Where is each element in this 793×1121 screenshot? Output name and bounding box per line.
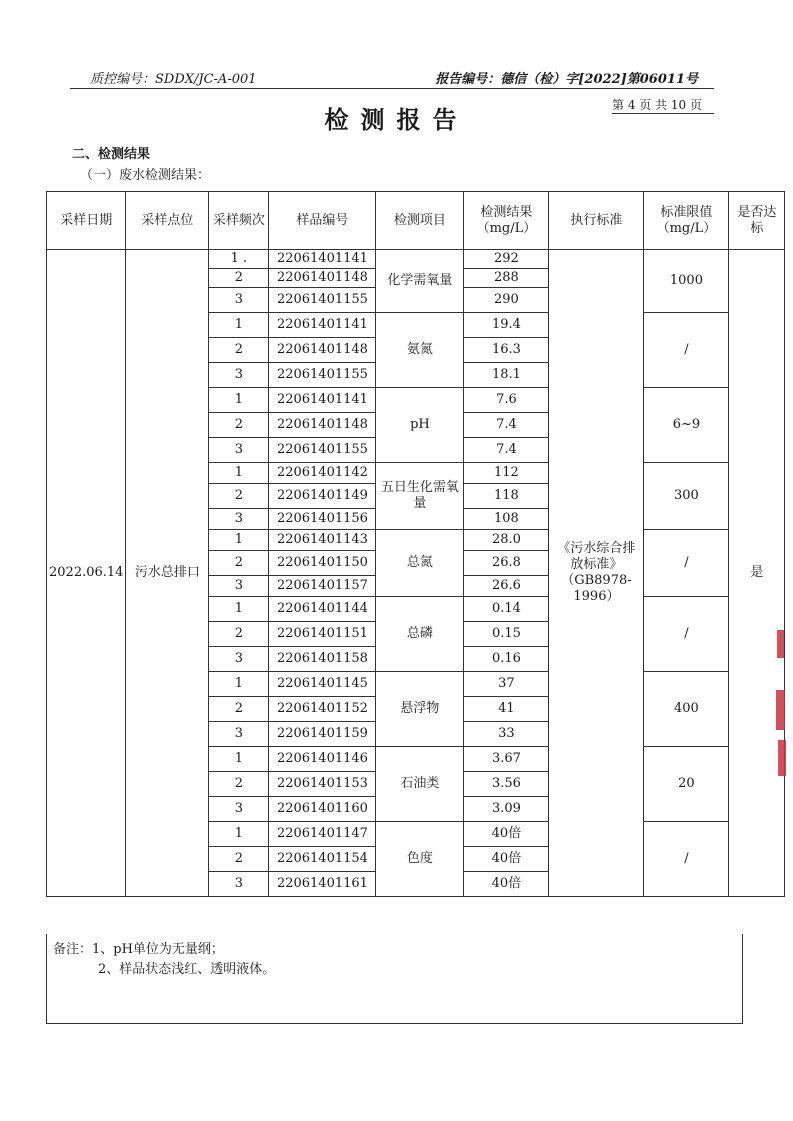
result-cell: 33 bbox=[464, 722, 549, 747]
frequency-cell: 2 bbox=[209, 338, 269, 363]
result-cell: 290 bbox=[464, 288, 549, 313]
frequency-cell: 3 bbox=[209, 438, 269, 463]
sample-id-cell: 22061401147 bbox=[269, 822, 376, 847]
sample-id-cell: 22061401148 bbox=[269, 269, 376, 288]
frequency-cell: 2 bbox=[209, 772, 269, 797]
sample-id-cell: 22061401141 bbox=[269, 388, 376, 413]
frequency-cell: 1 bbox=[209, 597, 269, 622]
sample-date-cell: 2022.06.14 bbox=[47, 250, 126, 897]
item-cell: 悬浮物 bbox=[376, 672, 464, 747]
frequency-cell: 3 bbox=[209, 576, 269, 597]
sample-id-cell: 22061401148 bbox=[269, 338, 376, 363]
result-cell: 18.1 bbox=[464, 363, 549, 388]
result-cell: 40倍 bbox=[464, 822, 549, 847]
sample-id-cell: 22061401150 bbox=[269, 551, 376, 576]
sample-id-cell: 22061401152 bbox=[269, 697, 376, 722]
sample-id-cell: 22061401143 bbox=[269, 530, 376, 551]
frequency-cell: 3 bbox=[209, 722, 269, 747]
note-line-1: 备注：1、pH单位为无量纲； bbox=[53, 942, 224, 957]
sample-id-cell: 22061401151 bbox=[269, 622, 376, 647]
frequency-cell: 2 bbox=[209, 269, 269, 288]
result-cell: 19.4 bbox=[464, 313, 549, 338]
result-cell: 118 bbox=[464, 484, 549, 509]
frequency-cell: 3 bbox=[209, 872, 269, 897]
item-cell: 石油类 bbox=[376, 747, 464, 822]
frequency-cell: 1 bbox=[209, 530, 269, 551]
note-line-2: 2、样品状态浅红、透明液体。 bbox=[98, 962, 276, 977]
result-cell: 0.16 bbox=[464, 647, 549, 672]
result-cell: 7.4 bbox=[464, 438, 549, 463]
frequency-cell: 2 bbox=[209, 484, 269, 509]
limit-cell: / bbox=[644, 822, 729, 897]
frequency-cell: 3 bbox=[209, 647, 269, 672]
frequency-cell: 1 . bbox=[209, 250, 269, 269]
section-title: 二、检测结果 bbox=[72, 147, 151, 162]
item-cell: 色度 bbox=[376, 822, 464, 897]
header-limit: 标准限值（mg/L） bbox=[644, 192, 729, 250]
result-cell: 0.15 bbox=[464, 622, 549, 647]
table-header-row bbox=[47, 192, 785, 250]
header-location: 采样点位 bbox=[126, 192, 209, 250]
location-cell: 污水总排口 bbox=[126, 250, 209, 897]
page-title: 检测报告 bbox=[324, 105, 469, 134]
page-number: 第 4 页 共 10 页 bbox=[612, 98, 702, 112]
header-frequency: 采样频次 bbox=[209, 192, 269, 250]
result-cell: 26.8 bbox=[464, 551, 549, 576]
header-standard: 执行标准 bbox=[549, 192, 644, 250]
limit-cell: 300 bbox=[644, 463, 729, 530]
sample-id-cell: 22061401155 bbox=[269, 438, 376, 463]
limit-cell: 6~9 bbox=[644, 388, 729, 463]
item-cell: 化学需氧量 bbox=[376, 250, 464, 313]
sample-id-cell: 22061401148 bbox=[269, 413, 376, 438]
result-cell: 28.0 bbox=[464, 530, 549, 551]
result-cell: 3.09 bbox=[464, 797, 549, 822]
result-cell: 26.6 bbox=[464, 576, 549, 597]
sample-id-cell: 22061401142 bbox=[269, 463, 376, 484]
sample-id-cell: 22061401153 bbox=[269, 772, 376, 797]
sample-id-cell: 22061401155 bbox=[269, 363, 376, 388]
result-cell: 3.56 bbox=[464, 772, 549, 797]
sample-id-cell: 22061401154 bbox=[269, 847, 376, 872]
frequency-cell: 1 bbox=[209, 822, 269, 847]
sample-id-cell: 22061401149 bbox=[269, 484, 376, 509]
header-compliant: 是否达标 bbox=[729, 192, 785, 250]
limit-cell: / bbox=[644, 313, 729, 388]
result-cell: 16.3 bbox=[464, 338, 549, 363]
sample-id-cell: 22061401157 bbox=[269, 576, 376, 597]
frequency-cell: 2 bbox=[209, 697, 269, 722]
result-cell: 0.14 bbox=[464, 597, 549, 622]
frequency-cell: 2 bbox=[209, 622, 269, 647]
sample-id-cell: 22061401155 bbox=[269, 288, 376, 313]
table-row bbox=[47, 250, 785, 269]
sample-id-cell: 22061401160 bbox=[269, 797, 376, 822]
limit-cell: / bbox=[644, 530, 729, 597]
sample-id-cell: 22061401159 bbox=[269, 722, 376, 747]
sample-id-cell: 22061401145 bbox=[269, 672, 376, 697]
frequency-cell: 2 bbox=[209, 847, 269, 872]
header-result: 检测结果（mg/L） bbox=[464, 192, 549, 250]
frequency-cell: 3 bbox=[209, 509, 269, 530]
item-cell: 五日生化需氧量 bbox=[376, 463, 464, 530]
results-table bbox=[46, 191, 785, 897]
result-cell: 37 bbox=[464, 672, 549, 697]
item-cell: 总磷 bbox=[376, 597, 464, 672]
result-cell: 112 bbox=[464, 463, 549, 484]
sample-id-cell: 22061401144 bbox=[269, 597, 376, 622]
standard-cell: 《污水综合排放标准》（GB8978-1996） bbox=[549, 250, 644, 897]
sample-id-cell: 22061401156 bbox=[269, 509, 376, 530]
sample-id-cell: 22061401146 bbox=[269, 747, 376, 772]
header-sample-id: 样品编号 bbox=[269, 192, 376, 250]
item-cell: 总氮 bbox=[376, 530, 464, 597]
subsection-title: （一）废水检测结果： bbox=[80, 168, 211, 183]
red-seal-stamp-edge bbox=[774, 628, 790, 778]
frequency-cell: 1 bbox=[209, 388, 269, 413]
frequency-cell: 1 bbox=[209, 747, 269, 772]
frequency-cell: 1 bbox=[209, 313, 269, 338]
sample-id-cell: 22061401161 bbox=[269, 872, 376, 897]
frequency-cell: 3 bbox=[209, 797, 269, 822]
frequency-cell: 2 bbox=[209, 413, 269, 438]
result-cell: 40倍 bbox=[464, 872, 549, 897]
sample-id-cell: 22061401141 bbox=[269, 250, 376, 269]
frequency-cell: 3 bbox=[209, 288, 269, 313]
result-cell: 288 bbox=[464, 269, 549, 288]
result-cell: 108 bbox=[464, 509, 549, 530]
sample-id-cell: 22061401158 bbox=[269, 647, 376, 672]
result-cell: 40倍 bbox=[464, 847, 549, 872]
result-cell: 292 bbox=[464, 250, 549, 269]
compliant-cell: 是 bbox=[729, 250, 785, 897]
limit-cell: 20 bbox=[644, 747, 729, 822]
item-cell: pH bbox=[376, 388, 464, 463]
result-cell: 7.4 bbox=[464, 413, 549, 438]
limit-cell: / bbox=[644, 597, 729, 672]
limit-cell: 400 bbox=[644, 672, 729, 747]
frequency-cell: 1 bbox=[209, 672, 269, 697]
header-divider bbox=[70, 88, 714, 89]
item-cell: 氨氮 bbox=[376, 313, 464, 388]
header-item: 检测项目 bbox=[376, 192, 464, 250]
page-number-underline bbox=[612, 113, 714, 114]
sample-id-cell: 22061401141 bbox=[269, 313, 376, 338]
notes-box bbox=[46, 934, 743, 1024]
result-cell: 41 bbox=[464, 697, 549, 722]
result-cell: 3.67 bbox=[464, 747, 549, 772]
frequency-cell: 2 bbox=[209, 551, 269, 576]
report-number: 报告编号：德信（检）字[2022]第06011号 bbox=[435, 72, 698, 87]
result-cell: 7.6 bbox=[464, 388, 549, 413]
qc-number: 质控编号：SDDX/JC-A-001 bbox=[90, 72, 257, 87]
limit-cell: 1000 bbox=[644, 250, 729, 313]
header-sample-date: 采样日期 bbox=[47, 192, 126, 250]
frequency-cell: 1 bbox=[209, 463, 269, 484]
frequency-cell: 3 bbox=[209, 363, 269, 388]
